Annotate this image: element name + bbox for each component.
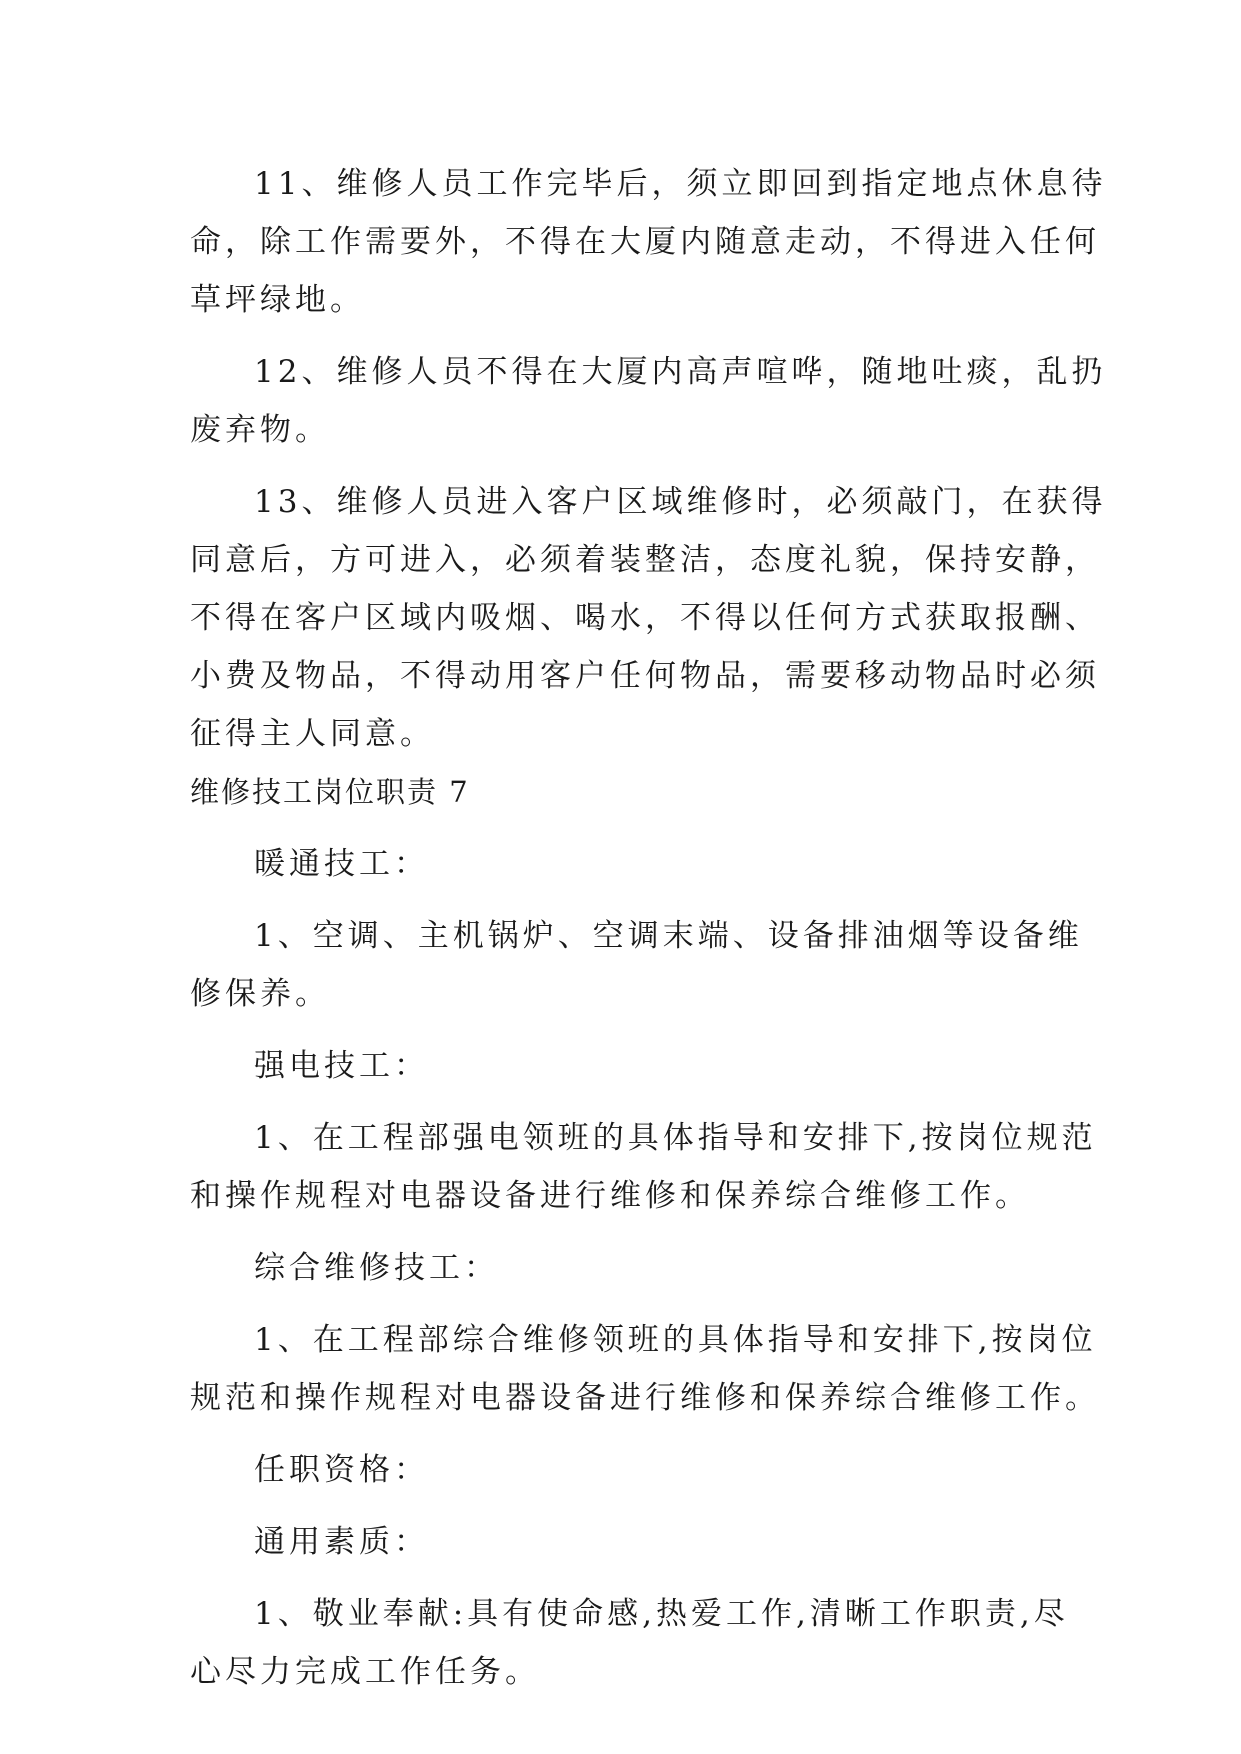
paragraph-line: 同意后，方可进入，必须着装整洁，态度礼貌，保持安静， bbox=[190, 542, 1100, 578]
paragraph-line: 征得主人同意。 bbox=[190, 716, 435, 752]
section-title: 维修技工岗位职责 7 bbox=[190, 775, 470, 809]
paragraph-line: 12、维修人员不得在大厦内高声喧哗，随地吐痰，乱扔 bbox=[254, 354, 1107, 390]
paragraph-line: 小费及物品，不得动用客户任何物品，需要移动物品时必须 bbox=[190, 658, 1100, 694]
subsection-title: 任职资格： bbox=[254, 1452, 429, 1488]
paragraph-line: 不得在客户区域内吸烟、喝水，不得以任何方式获取报酬、 bbox=[190, 600, 1100, 636]
subsection-title: 强电技工： bbox=[254, 1048, 429, 1084]
paragraph-line: 11、维修人员工作完毕后，须立即回到指定地点休息待 bbox=[254, 166, 1107, 202]
paragraph-line: 1、在工程部强电领班的具体指导和安排下,按岗位规范 bbox=[254, 1120, 1097, 1156]
paragraph-line: 草坪绿地。 bbox=[190, 282, 365, 318]
paragraph-line: 和操作规程对电器设备进行维修和保养综合维修工作。 bbox=[190, 1178, 1030, 1214]
paragraph-line: 13、维修人员进入客户区域维修时，必须敲门，在获得 bbox=[254, 484, 1107, 520]
paragraph-line: 规范和操作规程对电器设备进行维修和保养综合维修工作。 bbox=[190, 1380, 1100, 1416]
paragraph-line: 心尽力完成工作任务。 bbox=[190, 1654, 540, 1690]
paragraph-line: 修保养。 bbox=[190, 976, 330, 1012]
paragraph-line: 废弃物。 bbox=[190, 412, 330, 448]
paragraph-line: 1、敬业奉献:具有使命感,热爱工作,清晰工作职责,尽 bbox=[254, 1596, 1069, 1632]
document-page bbox=[190, 155, 1107, 1701]
paragraph-line: 1、在工程部综合维修领班的具体指导和安排下,按岗位 bbox=[254, 1322, 1097, 1358]
subsection-title: 暖通技工： bbox=[254, 846, 429, 882]
paragraph-line: 1、空调、主机锅炉、空调末端、设备排油烟等设备维 bbox=[254, 918, 1083, 954]
paragraph-line: 命，除工作需要外，不得在大厦内随意走动，不得进入任何 bbox=[190, 224, 1100, 260]
subsection-title: 通用素质： bbox=[254, 1524, 429, 1560]
subsection-title: 综合维修技工： bbox=[254, 1250, 499, 1286]
